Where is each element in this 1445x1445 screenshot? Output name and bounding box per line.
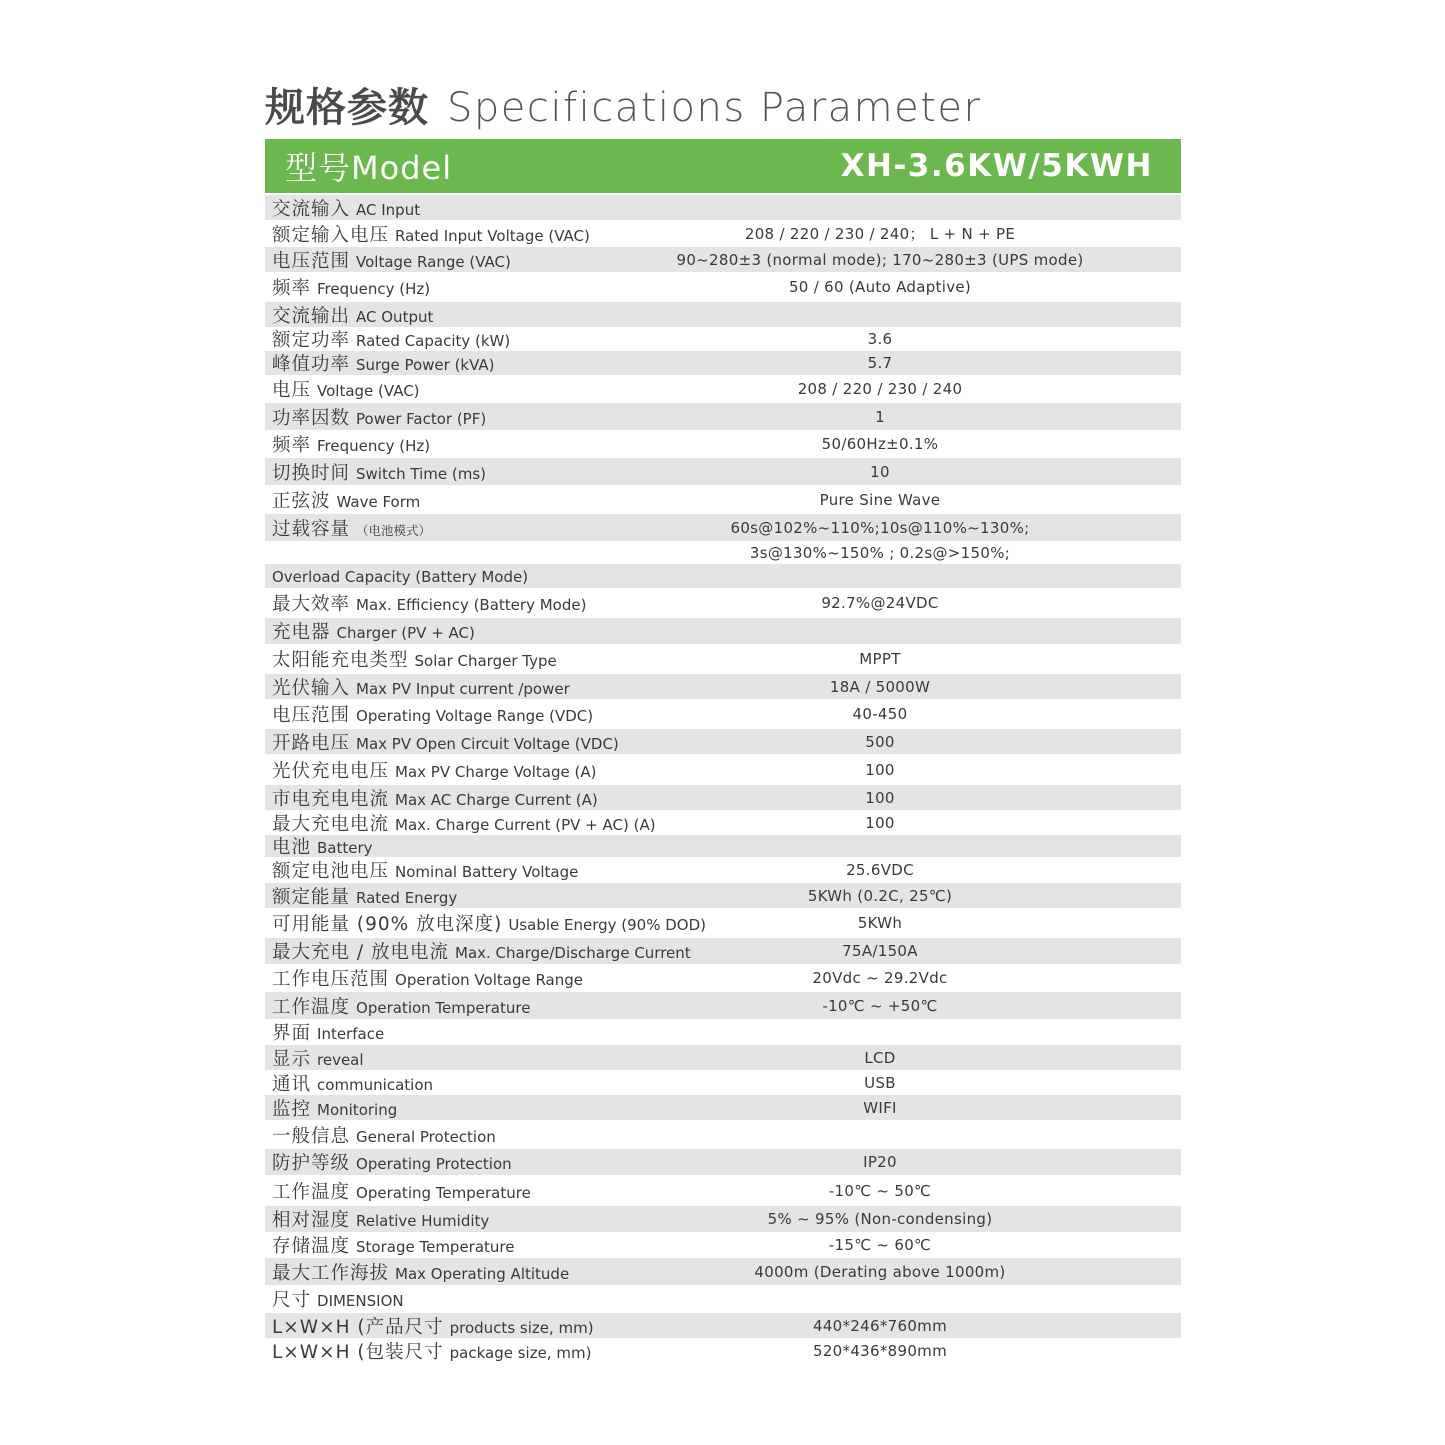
spec-label-en: Usable Energy (90% DOD) [508, 916, 707, 934]
spec-label-cn: 交流输入 [272, 198, 351, 220]
spec-label-en: Charger (PV + AC) [336, 624, 475, 642]
spec-label-en: Rated Energy [356, 888, 458, 907]
table-row [265, 938, 1181, 964]
spec-label-en: Monitoring [317, 1100, 398, 1119]
spec-label-cn: 界面 [272, 1023, 312, 1044]
spec-label-en: Frequency (Hz) [317, 437, 431, 455]
spec-label-cn: 开路电压 [272, 732, 351, 754]
spec-label-cn: 电池 [272, 837, 312, 858]
table-row [265, 327, 1181, 351]
table-row [265, 1258, 1181, 1285]
table-row [265, 302, 1181, 327]
spec-value: LCD [864, 1048, 896, 1067]
spec-label [272, 618, 475, 644]
page-title-cn: 规格参数 [265, 85, 429, 131]
table-row [265, 1045, 1181, 1070]
spec-label-cn: 正弦波 [272, 490, 331, 512]
table-row [265, 785, 1181, 810]
spec-label [272, 701, 593, 727]
spec-label [272, 566, 528, 587]
table-row [265, 195, 1181, 220]
spec-value: 5KWh [857, 914, 903, 932]
table-row [265, 1120, 1181, 1149]
spec-value: 50 / 60 (Auto Adaptive) [788, 278, 972, 296]
spec-label-cn: 电压 [272, 380, 312, 401]
spec-label-en: General Protection [356, 1127, 496, 1146]
spec-label-cn: 最大效率 [272, 594, 351, 615]
spec-label [272, 833, 373, 859]
spec-label-en: Relative Humidity [356, 1212, 490, 1230]
spec-label-en: Power Factor (PF) [356, 409, 487, 428]
table-row [265, 564, 1181, 588]
table-row [265, 1070, 1181, 1095]
spec-label-cn: 频率 [272, 278, 312, 299]
spec-label-cn: 电压范围 [272, 705, 351, 726]
spec-label-en: Max PV Charge Voltage (A) [395, 762, 597, 781]
spec-label [272, 326, 510, 352]
spec-value: 90~280±3 (normal mode); 170~280±3 (UPS mode) [676, 250, 1084, 269]
spec-label-en: AC Input [356, 200, 421, 219]
spec-value: 10 [870, 462, 890, 481]
spec-label [272, 404, 486, 430]
spec-value: 100 [865, 788, 895, 807]
spec-label-en: Solar Charger Type [414, 652, 557, 670]
spec-label-cn: 额定功率 [272, 330, 351, 351]
spec-label [272, 515, 431, 541]
spec-label [272, 431, 430, 457]
spec-label-en: Max AC Charge Current (A) [395, 790, 598, 809]
page-title [265, 76, 981, 132]
spec-label-en: reveal [317, 1050, 364, 1069]
spec-label-cn: 额定输入电压 [272, 224, 390, 246]
spec-label-cn: 过载容量 [272, 518, 351, 540]
spec-label [272, 350, 495, 376]
spec-label [272, 785, 598, 811]
spec-label [272, 302, 433, 328]
spec-value: -15℃ ~ 60℃ [828, 1236, 932, 1254]
spec-label-en: Max PV Input current /power [356, 679, 570, 698]
spec-label-cn: 电压范围 [272, 250, 351, 272]
spec-value: 100 [865, 760, 895, 779]
spec-label [272, 1338, 591, 1364]
spec-label-cn: 相对湿度 [272, 1210, 351, 1231]
spec-value: 520*436*890mm [812, 1341, 947, 1360]
spec-label-cn: 频率 [272, 435, 312, 456]
spec-label-en: products size, mm) [449, 1318, 594, 1337]
table-row [265, 247, 1181, 272]
spec-label-cn: 峰值功率 [272, 354, 351, 375]
table-row [265, 1149, 1181, 1175]
spec-value: 25.6VDC [846, 861, 914, 879]
table-row [265, 220, 1181, 247]
spec-label-cn: 工作电压范围 [272, 969, 390, 990]
spec-label-cn: 最大工作海拔 [272, 1262, 390, 1284]
spec-value: MPPT [859, 650, 901, 668]
spec-label-en: AC Output [356, 307, 434, 326]
spec-label [272, 1178, 531, 1204]
table-row [265, 1019, 1181, 1045]
spec-label [272, 1149, 512, 1175]
spec-value: 1 [875, 407, 885, 426]
spec-label-cn: 显示 [272, 1048, 312, 1070]
table-row [265, 514, 1181, 541]
table-row [265, 883, 1181, 908]
spec-label-en: （电池模式） [356, 522, 432, 538]
spec-label [272, 247, 511, 273]
spec-value: WIFI [863, 1098, 897, 1117]
model-header-bar [265, 139, 1181, 193]
spec-label-en: Operation Voltage Range [395, 971, 584, 989]
spec-label-cn: L×W×H (包装尺寸 [272, 1341, 444, 1363]
spec-value: 208 / 220 / 230 / 240； L + N + PE [744, 225, 1016, 243]
spec-label-cn: 光伏输入 [272, 677, 351, 699]
table-row [265, 588, 1181, 618]
spec-value: 4000m (Derating above 1000m) [754, 1262, 1006, 1281]
spec-label-cn: 光伏充电电压 [272, 760, 390, 782]
spec-label [272, 965, 583, 991]
spec-label [272, 1070, 433, 1096]
spec-label [272, 376, 420, 402]
table-row [265, 699, 1181, 729]
spec-label [272, 729, 619, 755]
spec-label-en: Operating Temperature [356, 1183, 531, 1202]
spec-label [272, 1206, 489, 1232]
spec-label-en: Max. Charge Current (PV + AC) (A) [395, 815, 656, 834]
spec-label-en: Max. Efficiency (Battery Mode) [356, 596, 587, 614]
spec-label-en: package size, mm) [449, 1343, 592, 1362]
spec-value: 5KWh (0.2C, 25℃) [807, 886, 953, 905]
spec-value: -10℃ ~ 50℃ [828, 1181, 932, 1200]
spec-label-cn: 工作温度 [272, 996, 351, 1018]
spec-label-cn: 交流输出 [272, 305, 351, 327]
spec-value: Pure Sine Wave [819, 490, 941, 509]
spec-label [272, 1286, 404, 1312]
table-row [265, 1095, 1181, 1120]
spec-label-en: Operation Temperature [356, 998, 531, 1017]
spec-label-cn: 通讯 [272, 1073, 312, 1095]
spec-label-cn: 存储温度 [272, 1236, 351, 1257]
table-row [265, 403, 1181, 430]
spec-label-cn: 一般信息 [272, 1125, 351, 1147]
spec-value: 500 [865, 732, 895, 751]
spec-label-cn: 监控 [272, 1098, 312, 1120]
spec-label-en: Operating Voltage Range (VDC) [356, 707, 594, 725]
table-row [265, 351, 1181, 375]
spec-label-en: Max PV Open Circuit Voltage (VDC) [356, 734, 619, 753]
table-row [265, 375, 1181, 403]
spec-value: 50/60Hz±0.1% [821, 435, 939, 453]
spec-label-cn: 工作温度 [272, 1181, 351, 1203]
spec-label-en: Rated Input Voltage (VAC) [395, 226, 590, 245]
table-row [265, 485, 1181, 514]
spec-label-en: Max Operating Altitude [395, 1264, 570, 1283]
spec-label-cn: 防护等级 [272, 1153, 351, 1174]
spec-value: 5% ~ 95% (Non-condensing) [767, 1210, 993, 1228]
spec-label [272, 459, 486, 485]
spec-label [272, 221, 590, 247]
spec-label-en: Operating Protection [356, 1155, 512, 1173]
spec-label [272, 757, 596, 783]
spec-value: 440*246*760mm [812, 1316, 947, 1335]
table-row [265, 1285, 1181, 1313]
spec-value: 92.7%@24VDC [821, 594, 939, 612]
spec-label-cn: 最大充电电流 [272, 813, 390, 835]
spec-label [272, 274, 430, 300]
spec-value: 20Vdc ~ 29.2Vdc [812, 969, 948, 987]
spec-label-cn: 市电充电电流 [272, 788, 390, 810]
spec-label-en: Nominal Battery Voltage [395, 863, 579, 881]
spec-value: 5.7 [867, 354, 893, 372]
spec-label [272, 646, 557, 672]
table-row [265, 1232, 1181, 1258]
table-row [265, 1338, 1181, 1363]
spec-label-cn: 充电器 [272, 622, 331, 643]
table-row [265, 541, 1181, 564]
spec-label-en: Switch Time (ms) [356, 464, 486, 483]
spec-label [272, 590, 586, 616]
spec-label-cn: L×W×H (产品尺寸 [272, 1316, 444, 1338]
spec-label [272, 938, 691, 964]
spec-label [272, 1259, 569, 1285]
table-row [265, 618, 1181, 644]
page-title-en: Specifications Parameter [447, 85, 982, 131]
spec-value: 40-450 [852, 705, 908, 723]
spec-value: 3.6 [867, 330, 893, 348]
spec-label-en: Max. Charge/Discharge Current [455, 944, 691, 962]
spec-label-cn: 额定电池电压 [272, 861, 390, 882]
spec-label-en: Storage Temperature [356, 1238, 515, 1256]
spec-label-cn: 额定能量 [272, 886, 351, 908]
spec-label-en: Wave Form [336, 492, 421, 511]
spec-value: 208 / 220 / 230 / 240 [797, 380, 963, 398]
spec-value: 100 [865, 813, 895, 832]
spec-label [272, 1313, 594, 1339]
table-row [265, 857, 1181, 883]
table-row [265, 644, 1181, 674]
spec-value: 75A/150A [842, 942, 918, 960]
spec-value: 18A / 5000W [829, 677, 931, 696]
table-row [265, 908, 1181, 938]
spec-label-en: Frequency (Hz) [317, 280, 431, 298]
spec-label-cn: 可用能量 (90% 放电深度) [272, 914, 503, 935]
table-row [265, 835, 1181, 857]
model-value: XH-3.6KW/5KWH [840, 148, 1153, 184]
spec-label [272, 1122, 496, 1148]
spec-label-en: Voltage Range (VAC) [356, 252, 511, 271]
table-row [265, 430, 1181, 458]
spec-label-cn: 太阳能充电类型 [272, 650, 409, 671]
spec-label [272, 883, 457, 909]
spec-label-en: Surge Power (kVA) [356, 356, 495, 374]
spec-label [272, 993, 530, 1019]
spec-label-en: Overload Capacity (Battery Mode) [272, 567, 529, 586]
spec-label-cn: 功率因数 [272, 407, 351, 429]
spec-value: IP20 [863, 1153, 897, 1171]
spec-label-en: Battery [317, 839, 373, 857]
spec-label-en: communication [317, 1075, 434, 1094]
spec-label [272, 1095, 397, 1121]
spec-label [272, 195, 420, 221]
table-row [265, 810, 1181, 835]
table-row [265, 272, 1181, 302]
spec-label-cn: 尺寸 [272, 1290, 312, 1311]
spec-label [272, 487, 420, 513]
table-row [265, 754, 1181, 785]
model-label: 型号Model [285, 149, 453, 187]
spec-label [272, 810, 656, 836]
spec-label-en: Rated Capacity (kW) [356, 332, 511, 350]
table-row [265, 729, 1181, 754]
table-row [265, 992, 1181, 1019]
spec-value: USB [864, 1073, 896, 1092]
table-row [265, 964, 1181, 992]
table-row [265, 1175, 1181, 1206]
spec-label [272, 1019, 384, 1045]
spec-value: 3s@130%~150% ; 0.2s@>150%; [749, 543, 1011, 562]
spec-label [272, 1045, 364, 1071]
spec-label-en: Interface [317, 1025, 385, 1043]
spec-value: -10℃ ~ +50℃ [822, 996, 938, 1015]
spec-label [272, 857, 578, 883]
table-row [265, 1313, 1181, 1338]
table-row [265, 458, 1181, 485]
spec-label [272, 674, 570, 700]
spec-label [272, 910, 706, 936]
spec-label-en: DIMENSION [317, 1292, 404, 1310]
spec-label-en: Voltage (VAC) [317, 382, 420, 400]
spec-label-cn: 最大充电 / 放电电流 [272, 942, 449, 963]
spec-value: 60s@102%~110%;10s@110%~130%; [730, 518, 1030, 537]
table-row [265, 674, 1181, 699]
spec-label-cn: 切换时间 [272, 462, 351, 484]
table-row [265, 1206, 1181, 1232]
spec-label [272, 1232, 515, 1258]
